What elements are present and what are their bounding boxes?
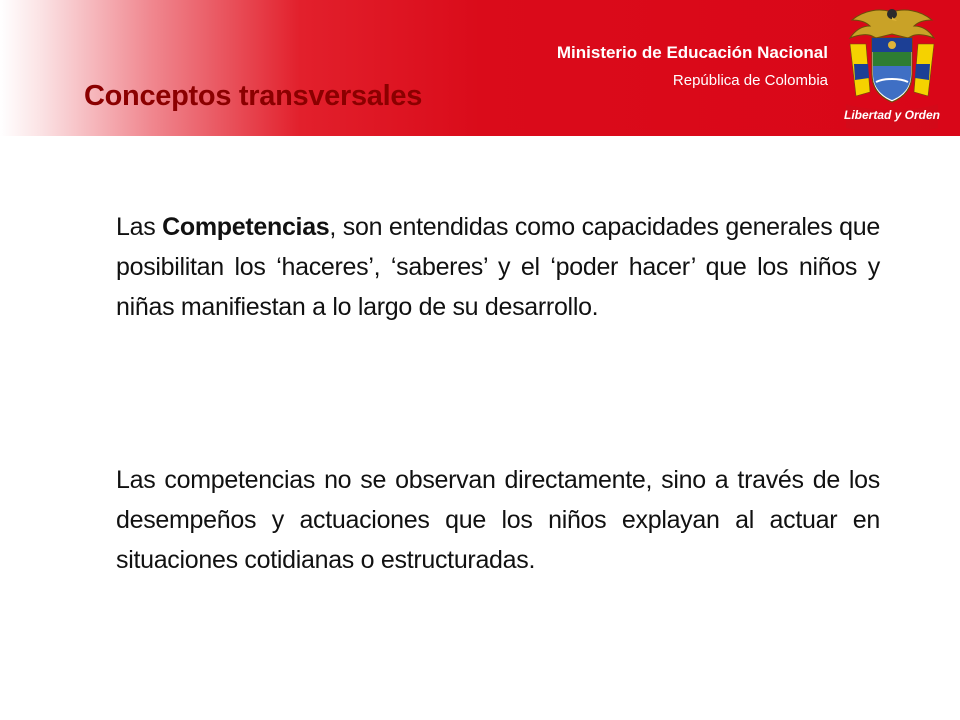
ministry-name: Ministerio de Educación Nacional — [556, 43, 828, 62]
republic-name: República de Colombia — [672, 72, 828, 89]
paragraph-rest: , son entendidas como capacidades generales que posibilitan los ‘haceres’, ‘saberes’ y el ‘poder hacer’ que los niños y niñas manifiestan a lo largo de su desarrollo. — [116, 213, 880, 321]
competencias-paragraph — [116, 207, 880, 327]
header-band — [0, 0, 960, 136]
observation-paragraph: Las competencias no se observan directamente, sino a través de los desempeños y actuaciones que los niños explayan al actuar en situaciones cotidianas o estructuradas. — [116, 466, 880, 574]
paragraph-prefix: Las — [116, 213, 163, 241]
competencias-term: Competencias — [162, 213, 330, 241]
motto-text: Libertad y Orden — [843, 108, 941, 122]
page-title: Conceptos transversales — [84, 80, 423, 112]
